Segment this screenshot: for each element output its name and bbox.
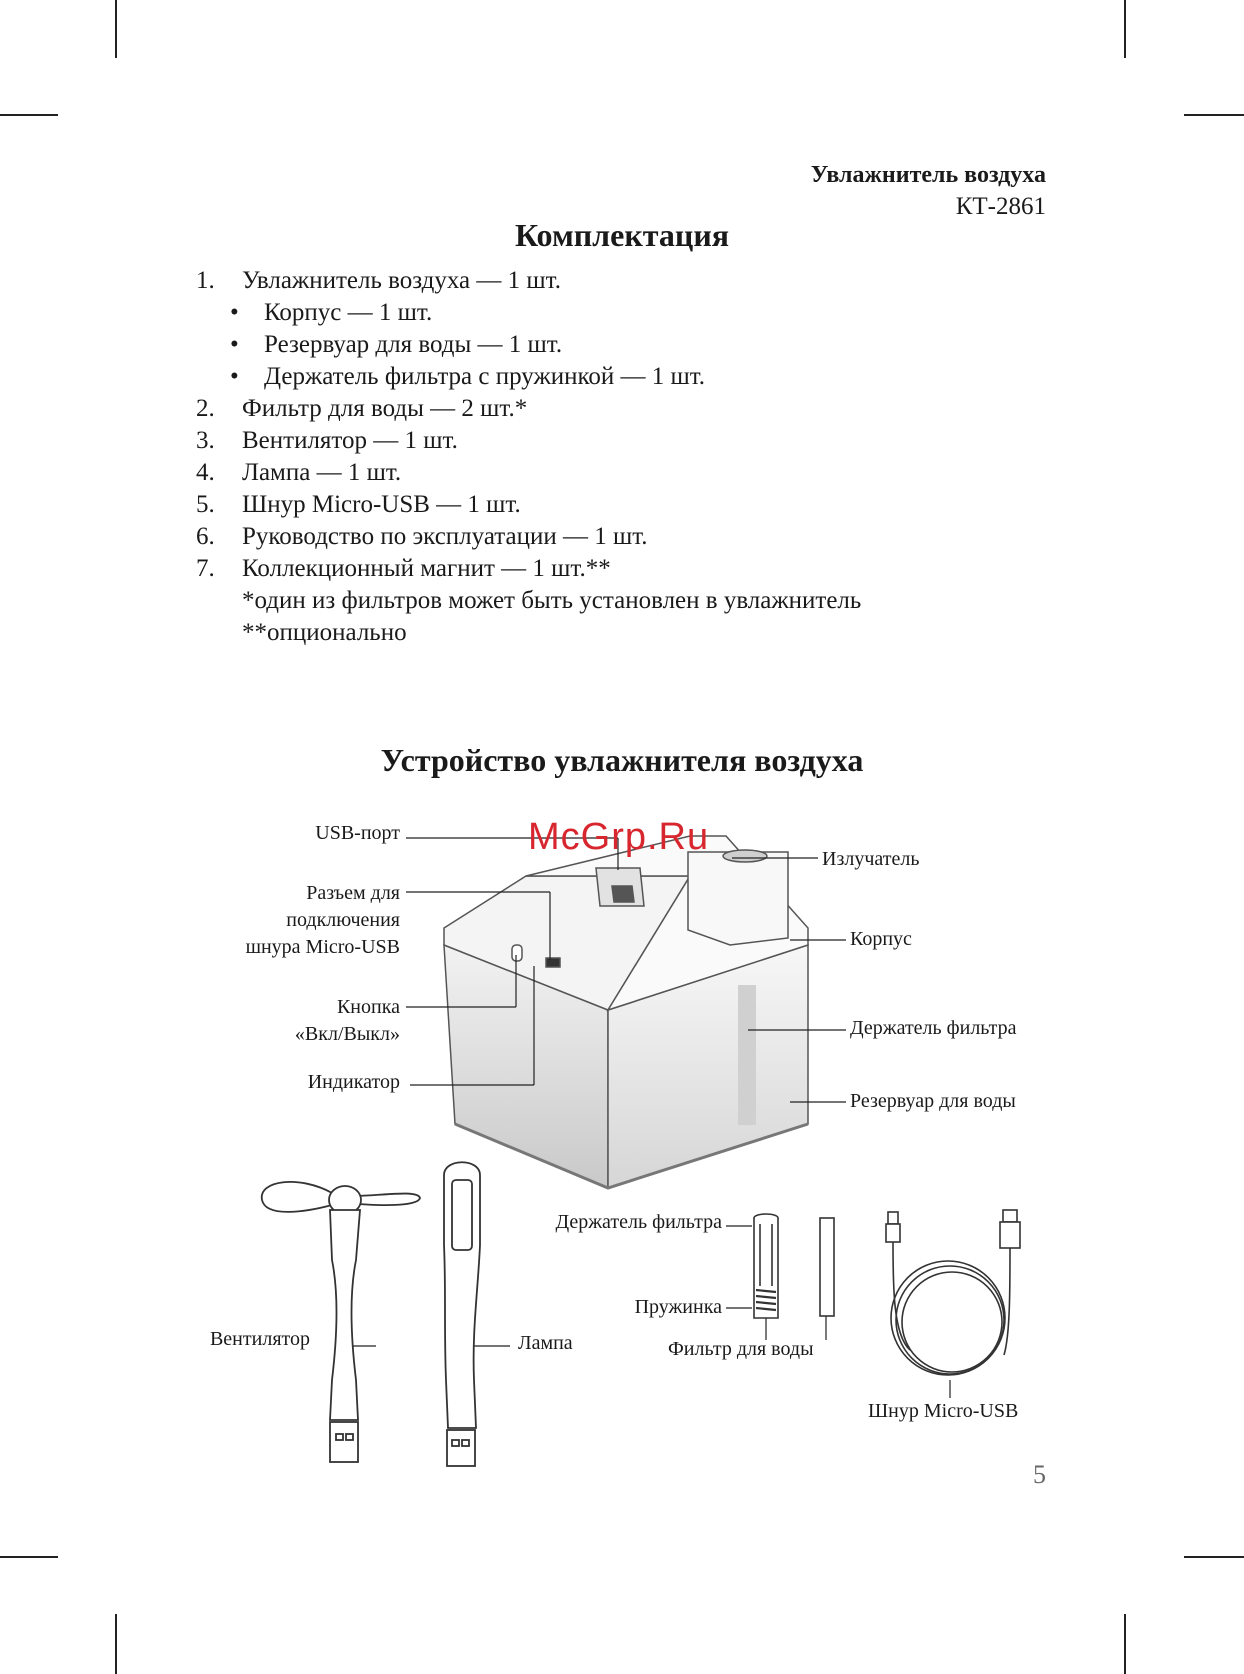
- page-number: 5: [1033, 1460, 1046, 1489]
- label-lamp: Лампа: [518, 1332, 573, 1354]
- label-micro-usb-socket: шнура Micro-USB: [245, 936, 400, 958]
- label-micro-usb-socket: подключения: [286, 909, 400, 931]
- list-text: Шнур Micro-USB — 1 шт.: [242, 491, 521, 518]
- cable-illustration: [886, 1210, 1020, 1375]
- list-number: 6.: [196, 523, 215, 550]
- list-number: 5.: [196, 491, 215, 518]
- bullet: •: [230, 331, 239, 358]
- label-filter-holder-part: Держатель фильтра: [555, 1211, 722, 1233]
- product-title: Увлажнитель воздуха: [810, 162, 1046, 188]
- model-number: КТ-2861: [955, 193, 1046, 220]
- device-title: Устройство увлажнителя воздуха: [380, 742, 864, 778]
- lamp-illustration: [444, 1162, 480, 1466]
- label-spring: Пружинка: [634, 1296, 722, 1318]
- label-power-button: «Вкл/Выкл»: [294, 1023, 400, 1045]
- fan-illustration: [262, 1182, 420, 1462]
- water-filter-illustration: [820, 1218, 834, 1316]
- list-text: Руководство по эксплуатации — 1 шт.: [242, 523, 648, 550]
- bullet: •: [230, 363, 239, 390]
- subitem-text: Корпус — 1 шт.: [264, 299, 433, 326]
- footnote: *один из фильтров может быть установлен в увлажнитель: [242, 587, 862, 614]
- kit-title: Комплектация: [514, 217, 730, 253]
- label-water-tank: Резервуар для воды: [850, 1090, 1016, 1112]
- label-cable: Шнур Micro-USB: [868, 1400, 1019, 1422]
- label-power-button: Кнопка: [336, 996, 400, 1018]
- list-text: Лампа — 1 шт.: [242, 459, 402, 486]
- list-number: 7.: [196, 555, 215, 582]
- bullet: •: [230, 299, 239, 326]
- humidifier-body: [444, 836, 808, 1188]
- subitem-text: Резервуар для воды — 1 шт.: [264, 331, 563, 358]
- list-number: 3.: [196, 427, 215, 454]
- label-emitter: Излучатель: [822, 848, 920, 870]
- subitem-text: Держатель фильтра с пружинкой — 1 шт.: [264, 363, 706, 390]
- label-usb-port: USB-порт: [315, 822, 400, 844]
- label-fan: Вентилятор: [209, 1328, 310, 1350]
- list-number: 1.: [196, 267, 215, 294]
- list-number: 4.: [196, 459, 215, 486]
- label-micro-usb-socket: Разъем для: [306, 882, 400, 904]
- list-text: Фильтр для воды — 2 шт.*: [242, 395, 528, 422]
- watermark: McGrp.Ru: [528, 816, 710, 858]
- label-water-filter: Фильтр для воды: [668, 1338, 814, 1360]
- filter-holder-illustration: [754, 1214, 778, 1318]
- list-text: Коллекционный магнит — 1 шт.**: [242, 555, 611, 582]
- list-text: Вентилятор — 1 шт.: [242, 427, 458, 454]
- label-indicator: Индикатор: [307, 1071, 400, 1093]
- list-text: Увлажнитель воздуха — 1 шт.: [242, 267, 561, 294]
- label-filter-holder: Держатель фильтра: [850, 1017, 1017, 1039]
- list-number: 2.: [196, 395, 215, 422]
- footnote: **опционально: [242, 619, 407, 646]
- label-body: Корпус: [850, 928, 912, 950]
